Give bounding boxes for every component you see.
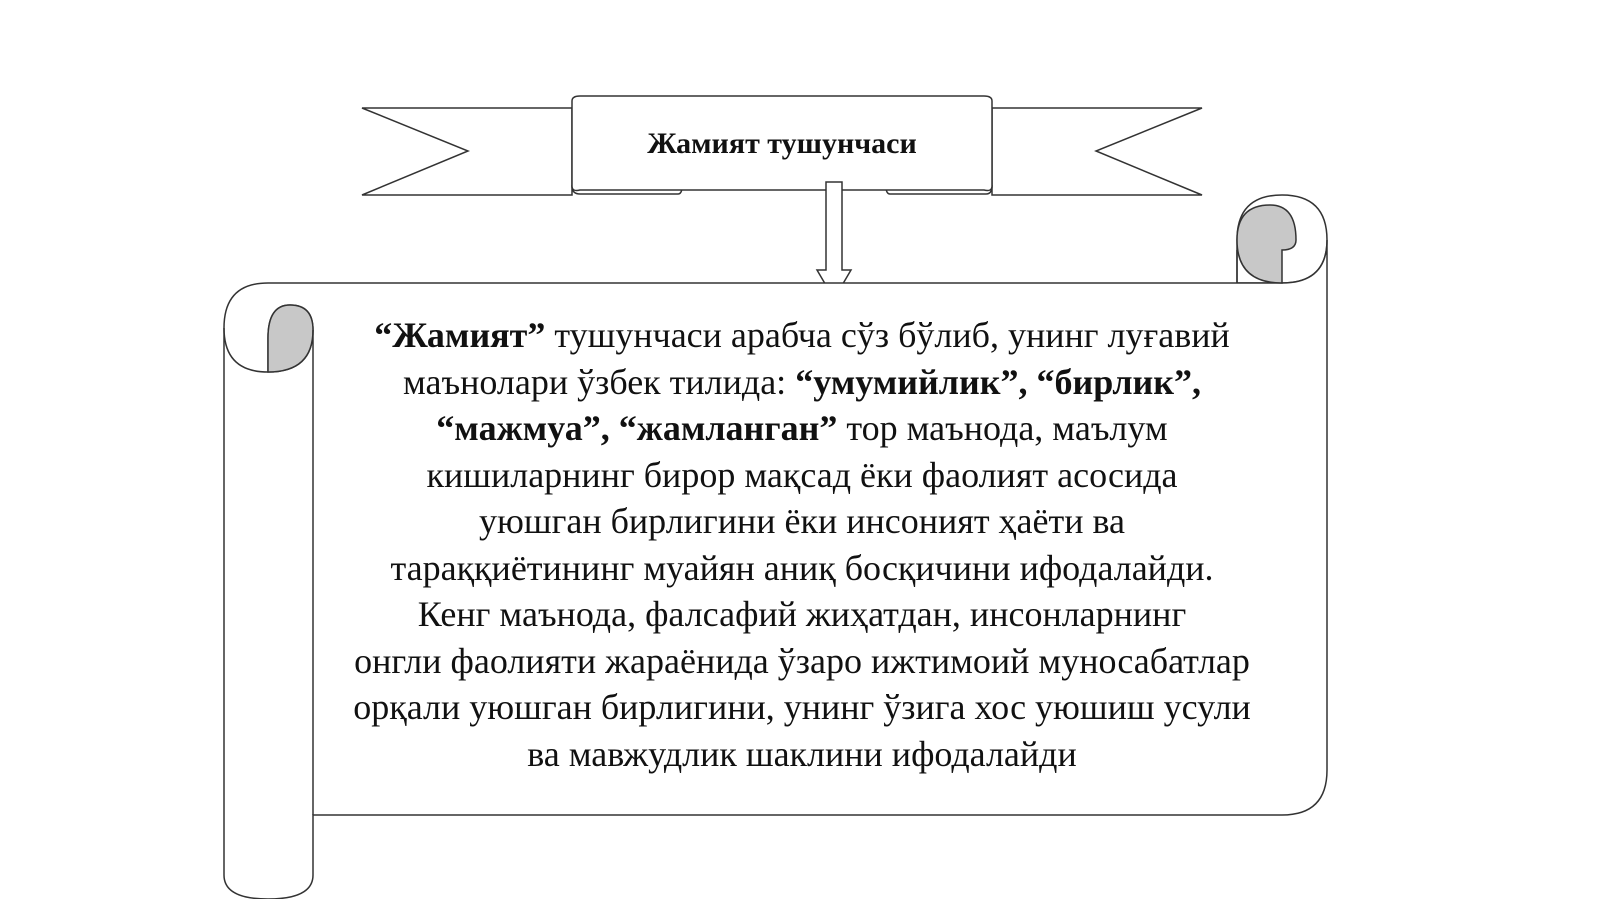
definition-line xyxy=(282,684,1322,731)
definition-term: “Жамият” xyxy=(374,315,546,355)
ribbon-left-tail xyxy=(362,108,572,195)
definition-line xyxy=(282,638,1322,685)
definition-line xyxy=(282,452,1322,499)
definition-term: “мажмуа”, “жамланган” xyxy=(436,408,838,448)
ribbon-right-tail xyxy=(992,108,1202,195)
definition-segment: тараққиётининг муайян аниқ босқичини ифодалайди. xyxy=(390,547,1214,588)
definition-line xyxy=(282,312,1322,359)
definition-segment: ва мавжудлик шаклини ифодалайди xyxy=(527,733,1077,774)
definition-text xyxy=(282,312,1322,777)
definition-line xyxy=(282,405,1322,452)
definition-line xyxy=(282,731,1322,778)
definition-segment: маънолари ўзбек тилида: xyxy=(403,361,796,402)
definition-line xyxy=(282,545,1322,592)
definition-segment: онгли фаолияти жараёнида ўзаро ижтимоий муносабатлар xyxy=(354,640,1250,681)
down-arrow xyxy=(817,182,851,299)
definition-segment: уюшган бирлигини ёки инсоният ҳаёти ва xyxy=(478,501,1126,541)
definition-line xyxy=(282,359,1322,406)
banner-title: Жамият тушунчаси xyxy=(647,127,917,160)
definition-term: “умумийлик”, “бирлик”, xyxy=(795,361,1201,402)
definition-line xyxy=(282,498,1322,545)
definition-segment: тор маънода, маълум xyxy=(837,408,1168,448)
definition-segment: орқали уюшган бирлигини, унинг ўзига хос уюшиш усули xyxy=(353,687,1251,727)
definition-segment: кишиларнинг бирор мақсад ёки фаолият асосида xyxy=(426,454,1178,495)
definition-line xyxy=(282,591,1322,638)
definition-segment: тушунчаси арабча сўз бўлиб, унинг луғавий xyxy=(545,315,1230,355)
definition-segment: Кенг маънода, фалсафий жиҳатдан, инсонларнинг xyxy=(417,594,1187,634)
